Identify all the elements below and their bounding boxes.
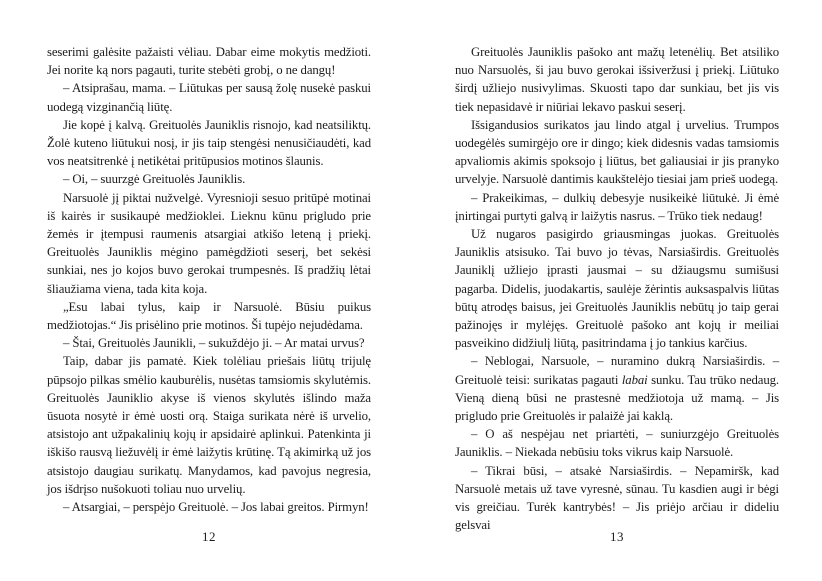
paragraph — [455, 189, 779, 225]
text-segment: seserimi galėsite pažaisti vėliau. Dabar eime mokytis medžioti. Jei norite ką nors pagauti, turite stebėti grobį, o ne dangų! — [47, 45, 371, 78]
paragraph — [47, 352, 371, 498]
page-left-text — [47, 43, 371, 516]
text-segment: – Neblogai, Narsuole, – nuramino dukrą Narsiaširdis. – Greituolė teisi: surikatas pagauti — [455, 354, 779, 387]
paragraph — [47, 298, 371, 334]
paragraph — [47, 79, 371, 115]
text-segment: – Oi, – suurzgė Greituolės Jauniklis. — [63, 172, 246, 187]
text-segment: – Tikrai būsi, – atsakė Narsiaširdis. – Nepamiršk, kad Narsuolė metais už tave vyresnė, sūnau. Tu kasdien augi ir bėgi vis greičiau. Turėk kantrybės! – Jis priėjo arčiau ir dideliu gelsvai — [455, 463, 779, 533]
page-left-number: 12 — [202, 529, 216, 544]
paragraph — [455, 225, 779, 352]
paragraph — [47, 334, 371, 352]
paragraph — [47, 170, 371, 188]
page-right — [411, 0, 822, 581]
text-segment: „Esu labai tylus, kaip ir Narsuolė. Būsiu puikus medžiotojas.“ Jis prisėlino prie motinos. Ši tupėjo nejudėdama. — [47, 299, 371, 333]
page-right-text — [455, 43, 779, 534]
paragraph — [455, 425, 779, 461]
paragraph — [47, 116, 371, 171]
paragraph — [455, 43, 779, 116]
paragraph — [47, 43, 371, 79]
text-segment: Išsigandusios surikatos jau lindo atgal į urvelius. Trumpos uodegėlės sumirgėjo ore ir dingo; kiek didesnis vadas tamsiomis apvaliomis akimis spoksojo į liūtus, bet galiausiai ir jis pranyko urvelyje. Narsuolė dantimis kaukštelėjo tiesiai jam prieš uodegą. — [455, 117, 779, 187]
text-segment: sunku. Tau trūko nedaug. Vieną dieną būsi ne prastesnė medžiotoja už mamą. – Jis prigludo prie Greituolės ir palaižė jai kaklą. — [455, 372, 779, 424]
italic-text-segment: labai — [621, 372, 648, 387]
paragraph — [47, 189, 371, 298]
page-right-number: 13 — [610, 529, 624, 544]
text-segment: Taip, dabar jis pamatė. Kiek tolėliau priešais liūtų trijulę pūpsojo pilkas smėlio kauburėlis, nusėtas tamsiomis skylutėmis. Greituolės Jauniklio akyse iš vienos skylutės išlindo maža ūsuota nosytė ir ėmė uosti orą. Staiga surikata nėrė iš urvelio, atsistojo ant užpakalinių kojų ir apsidairė aplinkui. Patenkinta ji iškišo rausvą liežuvėlį ir ėmė laižytis krūtinę. Tą akimirką už jos atsistojo daugiau surikatų. Manydamos, kad pavojus negresia, jos išdrįso nušokuoti toliau nuo urvelių. — [47, 354, 371, 496]
text-segment: Narsuolė jį piktai nužvelgė. Vyresnioji sesuo pritūpė motinai iš kairės ir susikaupė medžioklei. Lieknu kūnu prigludo prie žemės ir įtempusi raumenis atsargiai atkišo leteną į priekį. Greituolės Jauniklis mėgino pamėgdžioti seserį, bet sekėsi sunkiai, nes jo kojos buvo gerokai trumpesnės. Iš pradžių lėtai šliaužiama viena, tada kita koja. — [47, 190, 371, 296]
text-segment: Už nugaros pasigirdo griausmingas juokas. Greituolės Jauniklis atsisuko. Tai buvo jo tėvas, Narsiaširdis. Greituolės Jauniklį užliejo įprasti jausmai – su džiaugsmu sumišusi pagarba. Didelis, juodakartis, saulėje žėrintis auksaspalvis liūtas būtų atrodęs baisus, jei Greituolės Jauniklis nebūtų jo taip gerai pažinojęs ir mylėjęs. Greituolė pašoko ant kojų ir meiliai pasveikino didžiulį liūtą, pasitrindama į jo tankius karčius. — [455, 227, 779, 351]
paragraph — [47, 498, 371, 516]
text-segment: – Atsargiai, – perspėjo Greituolė. – Jos labai greitos. Pirmyn! — [63, 500, 369, 515]
paragraph — [455, 116, 779, 189]
text-segment: Jie kopė į kalvą. Greituolės Jauniklis risnojo, kad neatsiliktų. Žolė kuteno liūtukui nosį, ir jis taip stengėsi nenusičiaudėti, kad vos neatsitrenkė į netikėtai pritūpusios motinos šlaunis. — [47, 117, 371, 169]
text-segment: – Prakeikimas, – dulkių debesyje nusikeikė liūtukė. Ji ėmė įnirtingai purtyti galvą ir laižytis nasrus. – Trūko tiek nedaug! — [455, 190, 779, 223]
text-segment: – Štai, Greituolės Jaunikli, – sukuždėjo ji. – Ar matai urvus? — [63, 336, 365, 351]
paragraph — [455, 462, 779, 535]
text-segment: – Atsiprašau, mama. – Liūtukas per sausą žolę nusekė paskui uodegą vizginančią liūtę. — [47, 81, 371, 114]
text-segment: – O aš nespėjau net priartėti, – suniurzgėjo Greituolės Jauniklis. – Niekada nebūsiu toks vikrus kaip Narsuolė. — [455, 427, 779, 460]
paragraph — [455, 352, 779, 425]
text-segment: Greituolės Jauniklis pašoko ant mažų letenėlių. Bet atsiliko nuo Narsuolės, ši jau buvo gerokai išsiveržusi į priekį. Liūtuko širdį užliejo nusivylimas. Skuosti tapo dar sunkiau, bet jis vis tiek nepasidavė ir niūriai lekavo paskui seserį. — [455, 45, 779, 114]
